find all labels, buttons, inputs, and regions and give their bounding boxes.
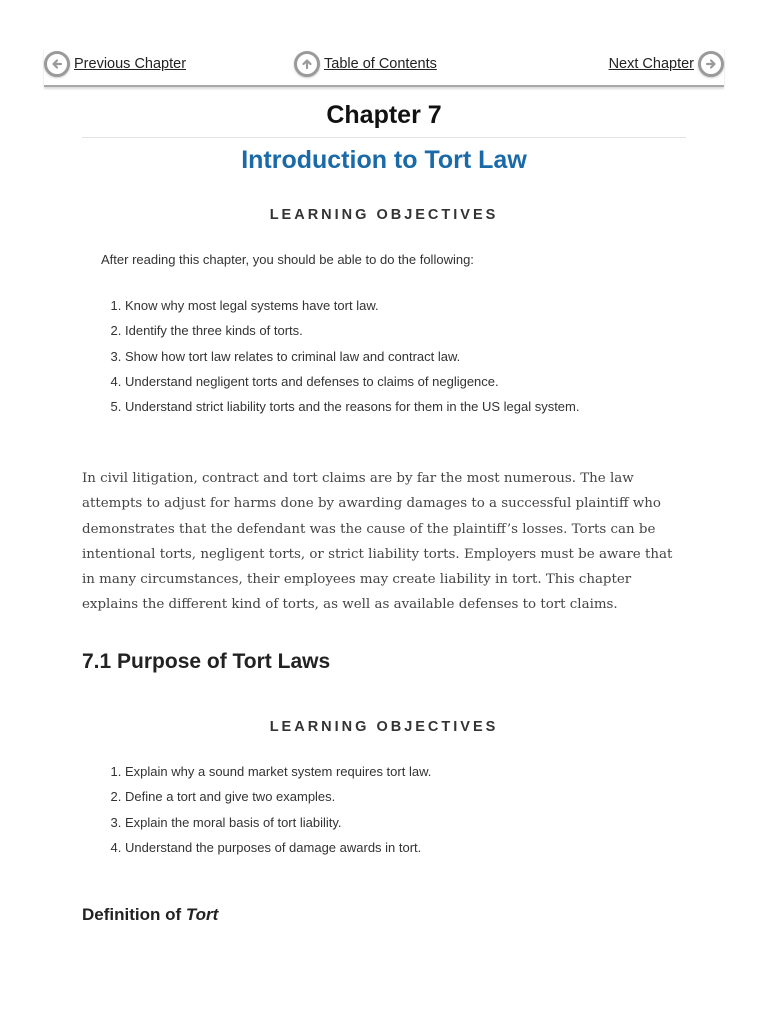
table-of-contents-link[interactable] <box>294 47 437 81</box>
list-item: 1. Explain why a sound market system requires tort law. <box>125 764 431 789</box>
subsection-heading <box>82 905 218 925</box>
list-item: 3. Explain the moral basis of tort liability. <box>125 815 431 840</box>
list-item: 2. Define a tort and give two examples. <box>125 789 431 814</box>
next-chapter-label[interactable]: Next Chapter <box>608 56 694 72</box>
list-item: 5. Understand strict liability torts and the reasons for them in the US legal system. <box>125 399 579 424</box>
previous-chapter-link[interactable] <box>44 47 186 81</box>
chapter-number: Chapter 7 <box>326 101 442 129</box>
subsection-heading-term: Tort <box>185 905 219 924</box>
next-chapter-link[interactable] <box>609 47 724 81</box>
learning-objectives-heading: LEARNING OBJECTIVES <box>269 719 499 735</box>
arrow-right-circle-icon[interactable] <box>698 51 724 77</box>
list-item: 4. Understand the purposes of damage awards in tort. <box>125 840 431 865</box>
intro-paragraph: In civil litigation, contract and tort claims are by far the most numerous. The law attempts to adjust for harms done by awarding damages to a successful plaintiff who demonstrates that the defendant was the cause of the plaintiff’s losses. Torts can be intentional torts, negligent torts, or strict liability torts. Employers must be aware that in many circumstances, their employees may create liability in tort. This chapter explains the different kind of torts, as well as available defenses to tort claims. <box>82 471 673 613</box>
arrow-up-circle-icon[interactable] <box>294 51 320 77</box>
list-item: 4. Understand negligent torts and defenses to claims of negligence. <box>125 374 579 399</box>
table-of-contents-label[interactable]: Table of Contents <box>324 56 437 72</box>
title-divider <box>82 137 686 138</box>
chapter-navigation <box>44 47 724 87</box>
chapter-objectives-list <box>106 298 579 424</box>
chapter-title: Introduction to Tort Law <box>241 146 527 174</box>
previous-chapter-label[interactable]: Previous Chapter <box>74 56 187 72</box>
list-item: 2. Identify the three kinds of torts. <box>125 323 579 348</box>
section-heading: 7.1 Purpose of Tort Laws <box>82 650 331 673</box>
learning-objectives-heading: LEARNING OBJECTIVES <box>269 207 499 223</box>
section-objectives-list <box>106 764 431 865</box>
list-item: 1. Know why most legal systems have tort law. <box>125 298 579 323</box>
objectives-intro: After reading this chapter, you should be able to do the following: <box>101 252 474 267</box>
subsection-heading-prefix: Definition of <box>82 905 186 924</box>
list-item: 3. Show how tort law relates to criminal law and contract law. <box>125 349 579 374</box>
arrow-left-circle-icon[interactable] <box>44 51 70 77</box>
